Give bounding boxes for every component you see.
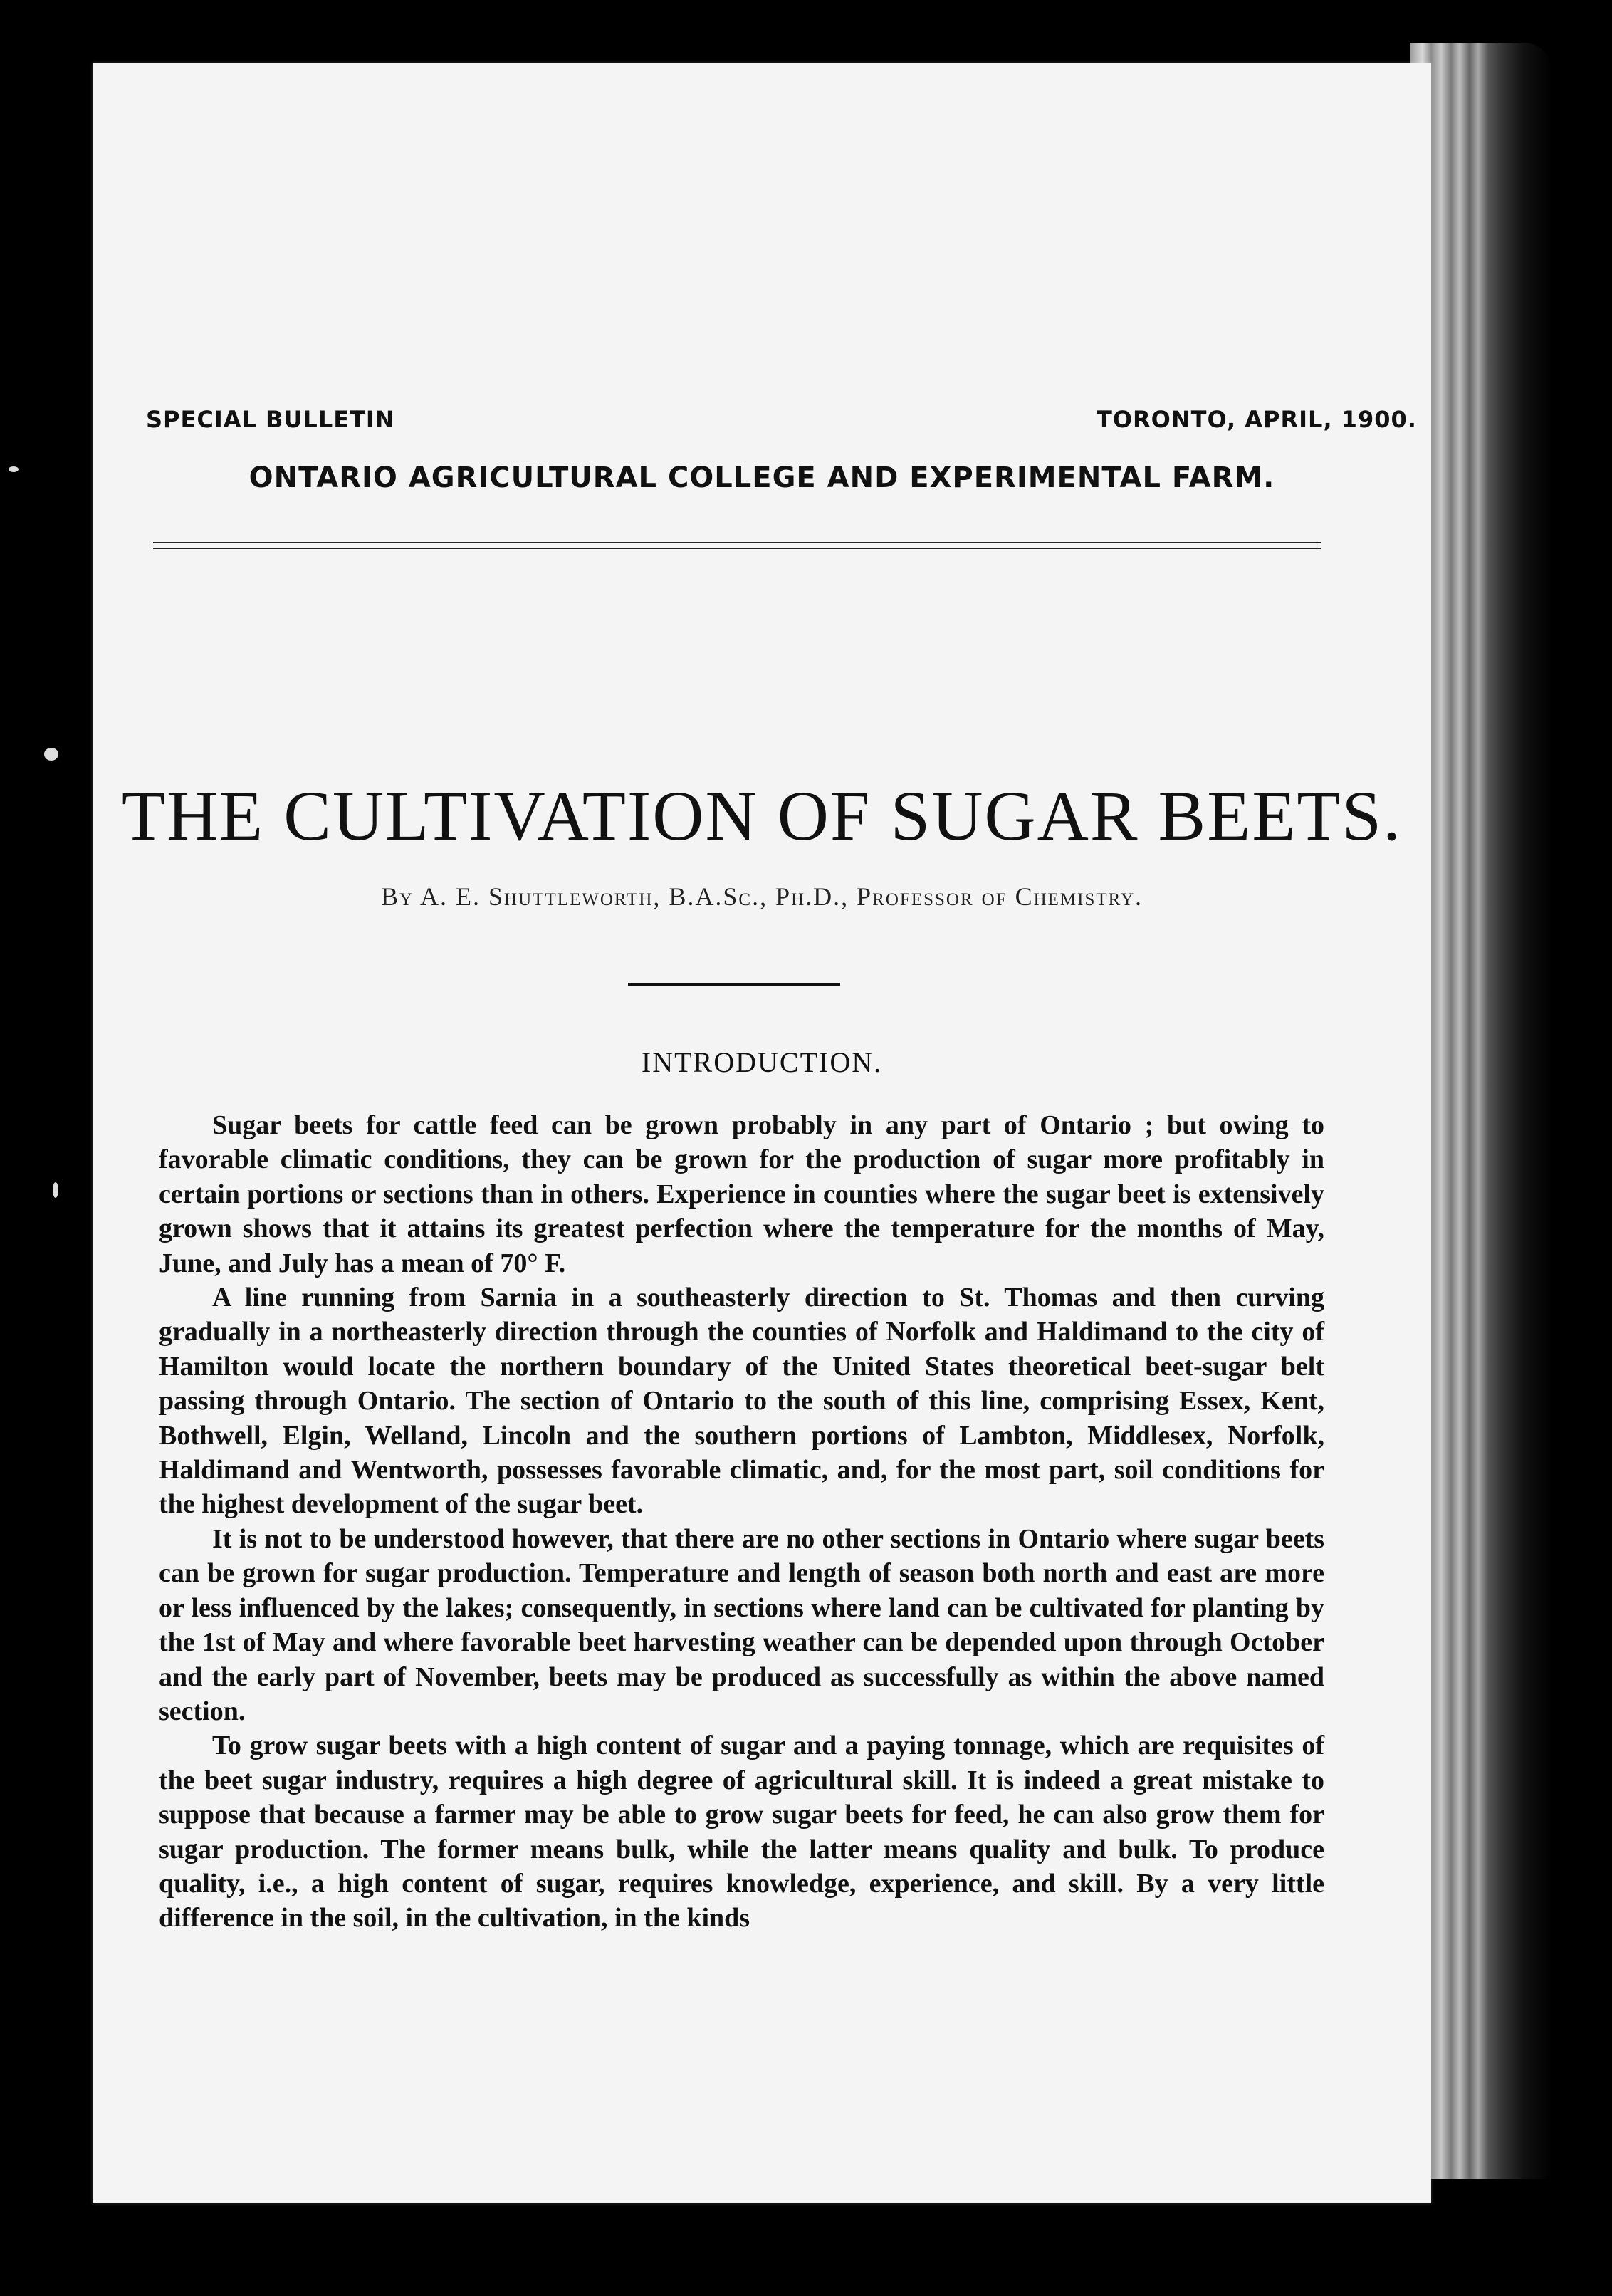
paragraph: To grow sugar beets with a high content of sugar and a paying tonnage, which are requisites of the beet sugar industry, requires a high degree of agricultural skill. It is indeed a great mistake to suppose that because a farmer may be able to grow sugar beets for feed, he can also grow them for sugar production. The former means bulk, while the latter means quality and bulk. To produce quality, i.e., a high content of sugar, requires knowledge, experience, and skill. By a very little difference in the soil, in the cultivation, in the kinds [159,1731,1324,1934]
paragraph: A line running from Sarnia in a southeasterly direction to St. Thomas and then curving gradually in a northeasterly direction through the counties of Norfolk and Haldimand to the city of Hamilton would locate the northern boundary of the United States theoretical beet-sugar belt passing through Ontario. The section of Ontario to the south of this line, comprising Essex, Kent, Bothwell, Elgin, Welland, Lincoln and the southern portions of Lambton, Middlesex, Norfolk, Haldimand and Wentworth, possesses favorable climatic, and, for the most part, soil conditions for the highest development of the sugar beet. [159,1283,1324,1520]
place-date: TORONTO, APRIL, 1900. [1097,406,1417,433]
scan-speck [44,748,58,761]
page-edges [1410,43,1552,2179]
page-header [146,406,1431,449]
title-divider [628,983,840,986]
institution-name: ONTARIO AGRICULTURAL COLLEGE AND EXPERIMENTAL FARM. [248,461,1275,494]
author-byline: By A. E. Shuttleworth, B.A.Sc., Ph.D., Professor of Chemistry. [380,882,1143,911]
bulletin-label: SPECIAL BULLETIN [146,406,395,433]
document-title: THE CULTIVATION OF SUGAR BEETS. [121,776,1403,855]
scan-speck [9,466,19,472]
paragraph: It is not to be understood however, that there are no other sections in Ontario where sugar beets can be grown for sugar production. Temperature and length of season both north and east are more or less influenced by the lakes; consequently, in sections where land can be cultivated for planting by the 1st of May and where favorable beet harvesting weather can be depended upon through October and the early part of November, beets may be produced as successfully as within the above named section. [159,1523,1324,1726]
paragraph: Sugar beets for cattle feed can be grown probably in any part of Ontario ; but owing to favorable climatic conditions, they can be grown for the production of sugar more profitably in certain portions or sections than in others. Experience in counties where the sugar beet is extensively grown shows that it attains its greatest perfection where the temperature for the months of May, June, and July has a mean of 70° F. [159,1110,1324,1278]
section-heading: INTRODUCTION. [641,1046,883,1078]
document-page [93,63,1431,2203]
scan-speck [53,1182,58,1198]
body-text [159,1108,1324,1936]
header-divider [153,542,1321,549]
